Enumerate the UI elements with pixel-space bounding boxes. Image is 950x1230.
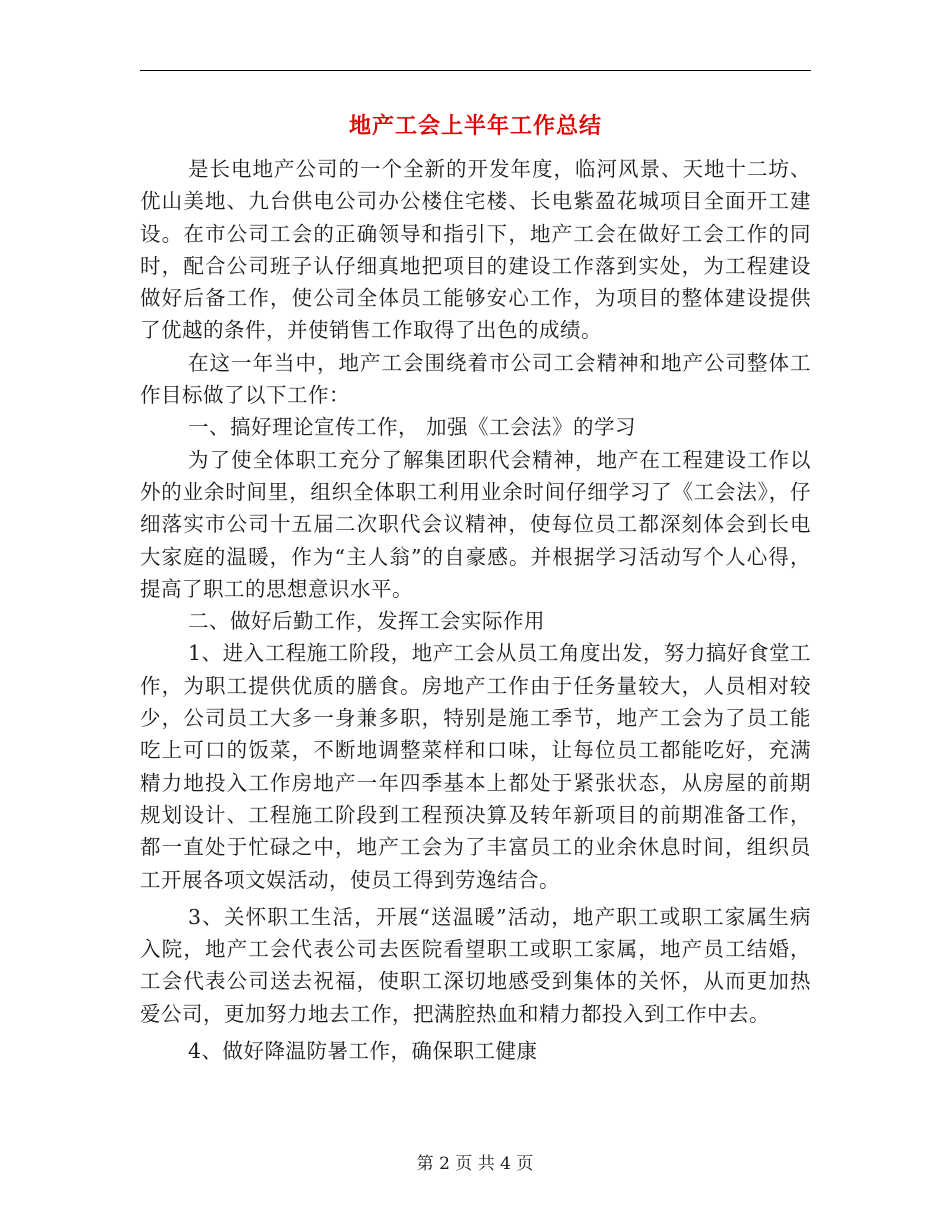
page-footer: 第 2 页 共 4 页: [416, 1154, 534, 1174]
paragraph-section-1: 为了使全体职工充分了解集团职代会精神，地产在工程建设工作以外的业余时间里，组织全体职工利用业余时间仔细学习了《工会法》，仔细落实市公司十五届二次职代会议精神，使每位员工都深刻体会到长电大家庭的温暖，作为“主人翁”的自豪感。并根据学习活动写个人心得，提高了职工的思想意识水平。: [140, 447, 811, 601]
paragraph-item-4: 4、做好降温防暑工作，确保职工健康: [188, 1039, 538, 1064]
paragraph-item-1: 1、进入工程施工阶段，地产工会从员工角度出发，努力搞好食堂工作，为职工提供优质的膳食。房地产工作由于任务量较大，人员相对较少，公司员工大多一身兼多职，特别是施工季节，地产工会为了员工能吃上可口的饭菜，不断地调整菜样和口味，让每位员工都能吃好，充满精力地投入工作房地产一年四季基本上都处于紧张状态，从房屋的前期规划设计、工程施工阶段到工程预决算及转年新项目的前期准备工作，都一直处于忙碌之中，地产工会为了丰富员工的业余休息时间，组织员工开展各项文娱活动，使员工得到劳逸结合。: [140, 641, 811, 892]
paragraph-overview: 在这一年当中，地产工会围绕着市公司工会精神和地产公司整体工作目标做了以下工作：: [140, 350, 811, 408]
document-body: [140, 153, 811, 1067]
document-title: 地产工会上半年工作总结: [348, 113, 602, 139]
section-heading-1: 一、搞好理论宣传工作， 加强《工会法》的学习: [188, 415, 637, 440]
paragraph-item-3: 3、关怀职工生活，开展“送温暖”活动，地产职工或职工家属生病入院，地产工会代表公司去医院看望职工或职工家属，地产员工结婚，工会代表公司送去祝福，使职工深切地感受到集体的关怀，从而更加热爱公司，更加努力地去工作，把满腔热血和精力都投入到工作中去。: [140, 904, 811, 1026]
section-heading-2: 二、做好后勤工作，发挥工会实际作用: [188, 609, 545, 634]
paragraph-intro: 是长电地产公司的一个全新的开发年度，临河风景、天地十二坊、优山美地、九台供电公司办公楼住宅楼、长电紫盈花城项目全面开工建设。在市公司工会的正确领导和指引下，地产工会在做好工会工作的同时，配合公司班子认仔细真地把项目的建设工作落到实处，为工程建设做好后备工作，使公司全体员工能够安心工作，为项目的整体建设提供了优越的条件，并使销售工作取得了出色的成绩。: [140, 157, 811, 343]
header-rule: [140, 70, 811, 71]
